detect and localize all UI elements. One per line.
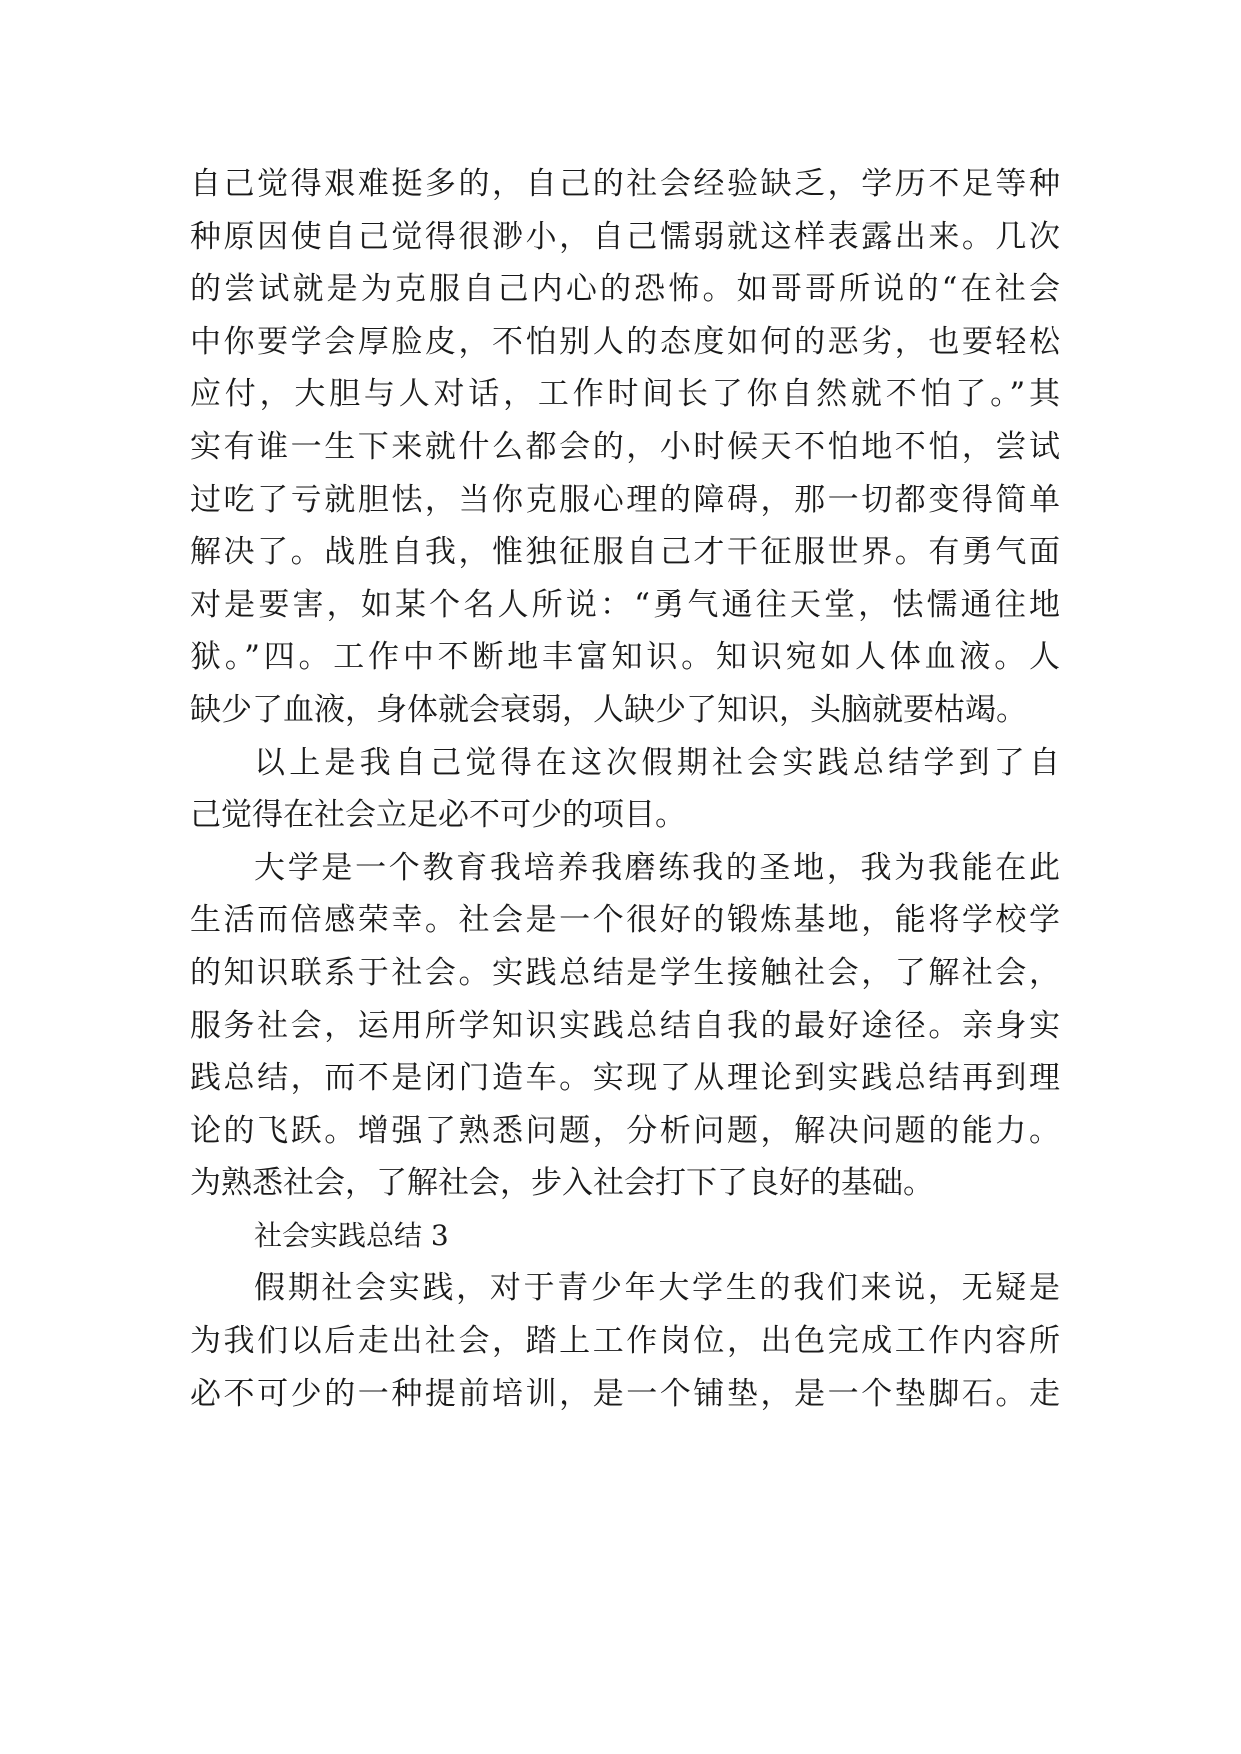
text-line: 必不可少的一种提前培训，是一个铺垫，是一个垫脚石。走 [190,1375,1060,1412]
text-line: 中你要学会厚脸皮，不怕别人的态度如何的恶劣，也要轻松 [190,323,1060,360]
text-line: 缺少了血液，身体就会衰弱，人缺少了知识，头脑就要枯竭。 [190,691,1027,728]
text-line: 过吃了亏就胆怯，当你克服心理的障碍，那一切都变得简单 [190,481,1060,518]
text-line: 生活而倍感荣幸。社会是一个很好的锻炼基地，能将学校学 [190,902,1060,939]
text-line: 服务社会，运用所学知识实践总结自我的最好途径。亲身实 [190,1007,1060,1044]
paragraph-first-line: 假期社会实践，对于青少年大学生的我们来说，无疑是 [254,1270,1060,1307]
paragraph-first-line: 大学是一个教育我培养我磨练我的圣地，我为我能在此 [254,849,1060,886]
text-line: 实有谁一生下来就什么都会的，小时候天不怕地不怕，尝试 [190,428,1060,465]
text-line: 狱。”四。工作中不断地丰富知识。知识宛如人体血液。人 [190,639,1060,676]
text-line: 为我们以后走出社会，踏上工作岗位，出色完成工作内容所 [190,1323,1060,1360]
section-heading: 社会实践总结 3 [254,1218,449,1252]
text-line: 自己觉得艰难挺多的，自己的社会经验缺乏，学历不足等种 [190,166,1060,202]
text-line: 应付，大胆与人对话，工作时间长了你自然就不怕了。”其 [190,376,1060,413]
text-line: 的尝试就是为克服自己内心的恐怖。如哥哥所说的“在社会 [190,271,1060,308]
text-line: 解决了。战胜自我，惟独征服自己才干征服世界。有勇气面 [190,534,1060,571]
document-body [190,158,1060,1420]
text-line: 对是要害，如某个名人所说：“勇气通往天堂，怯懦通往地 [190,586,1060,623]
text-line: 的知识联系于社会。实践总结是学生接触社会，了解社会， [190,954,1060,991]
text-line: 为熟悉社会，了解社会，步入社会打下了良好的基础。 [190,1165,934,1202]
text-line: 践总结，而不是闭门造车。实现了从理论到实践总结再到理 [190,1060,1060,1097]
text-line: 种原因使自己觉得很渺小，自己懦弱就这样表露出来。几次 [190,218,1060,255]
text-line: 论的飞跃。增强了熟悉问题，分析问题，解决问题的能力。 [190,1112,1060,1149]
text-line: 己觉得在社会立足必不可少的项目。 [190,797,686,834]
paragraph-first-line: 以上是我自己觉得在这次假期社会实践总结学到了自 [254,744,1060,781]
